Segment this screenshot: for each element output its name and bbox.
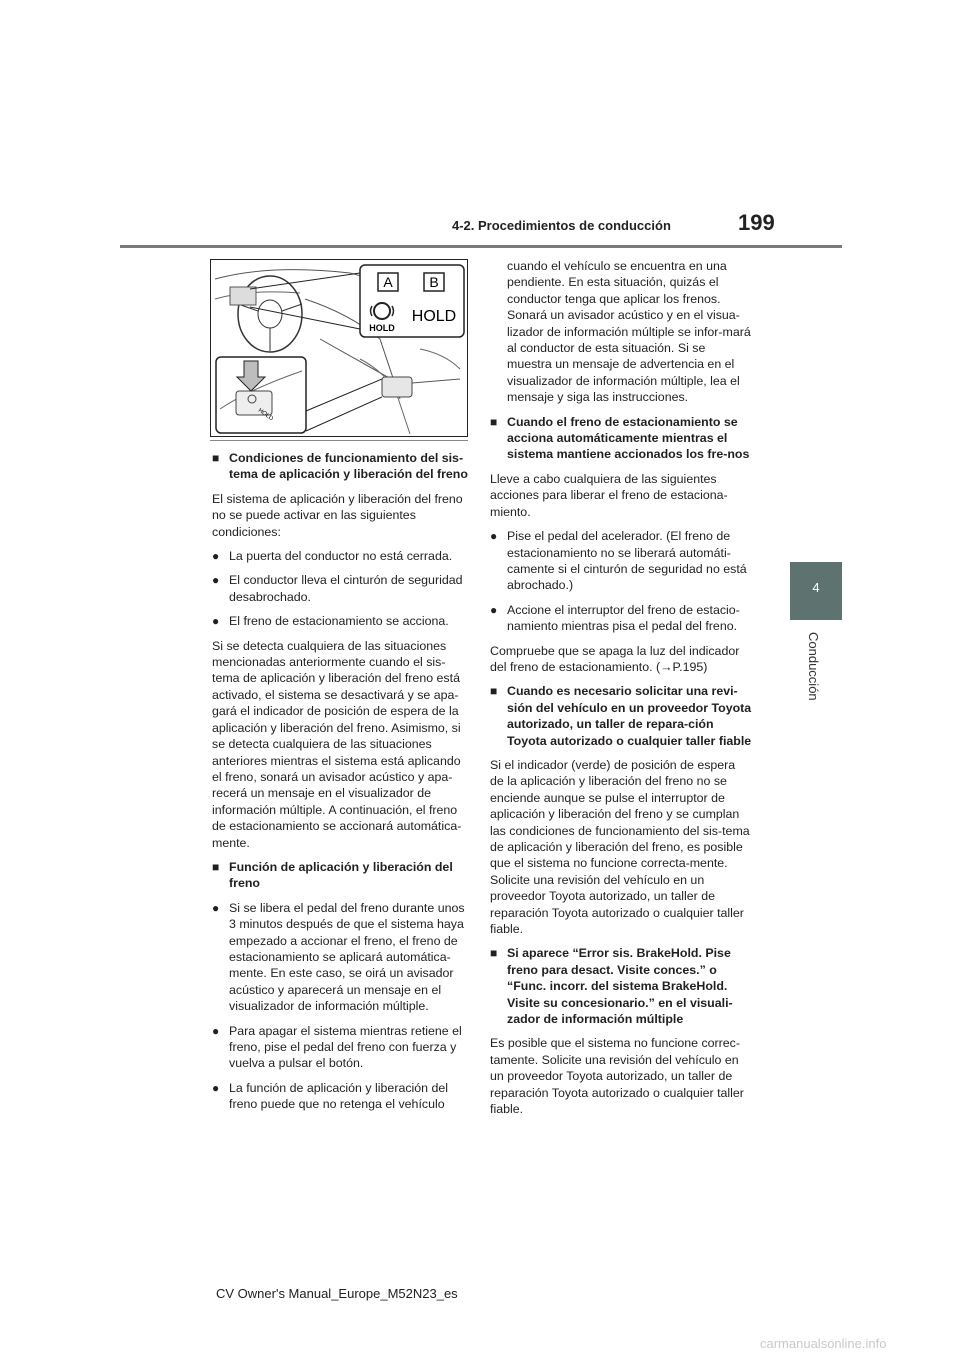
bullet-item: ● Accione el interruptor del freno de estacio-namiento mientras pisa el pedal del freno. <box>490 602 740 634</box>
brake-hold-illustration <box>210 259 468 437</box>
circle-bullet-icon: ● <box>212 1023 220 1038</box>
heading: ■ Si aparece “Error sis. BrakeHold. Pise freno para desact. Visite conces.” o “Func. incorr. del sistema BrakeHold. Visite su concesionario.” en el visuali-zador de información múltiple <box>490 946 733 1027</box>
right-column <box>490 258 752 1126</box>
bullet-continuation: cuando el vehículo se encuentra en una pendiente. En esta situación, quizás el conductor tenga que aplicar los frenos. Sonará un avisador acústico y en el visua-lizador de información múltiple se infor-mará al conductor de esta situación. Si se muestra un mensaje de advertencia en el visualizador de información múltiple, lea el mensaje y siga las instrucciones. <box>507 259 751 405</box>
page-number: 199 <box>738 210 775 235</box>
footer-text: CV Owner's Manual_Europe_M52N23_es <box>216 1286 458 1301</box>
heading: ■ Condiciones de funcionamiento del sis-tema de aplicación y liberación del freno <box>212 451 468 482</box>
bullet-item: ● La puerta del conductor no está cerrada. <box>212 549 453 564</box>
hold-icon-text: HOLD <box>369 323 395 333</box>
left-column <box>212 450 468 1121</box>
paragraph: Lleve a cabo cualquiera de las siguientes acciones para liberar el freno de estaciona-miento. <box>490 471 728 519</box>
bullet-item: ● El conductor lleva el cinturón de seguridad desabrochado. <box>212 573 463 604</box>
square-bullet-icon: ■ <box>212 451 220 465</box>
paragraph: Compruebe que se apaga la luz del indicador del freno de estacionamiento. (→P.195) <box>490 643 740 674</box>
label-a: A <box>383 274 393 290</box>
hold-text: HOLD <box>411 308 457 325</box>
bullet-item: ● Pise el pedal del acelerador. (El freno de estacionamiento no se liberará automáti-camente si el cinturón de seguridad no está abrochado.) <box>490 529 747 593</box>
square-bullet-icon: ■ <box>490 946 498 961</box>
heading: ■ Cuando el freno de estacionamiento se acciona automáticamente mientras el sistema mantiene accionados los fre-nos <box>490 414 750 462</box>
square-bullet-icon: ■ <box>490 684 498 699</box>
figure-divider <box>210 440 468 441</box>
paragraph: El sistema de aplicación y liberación del freno no se puede activar en las siguientes condiciones: <box>212 491 463 539</box>
heading: ■ Función de aplicación y liberación del freno <box>212 859 453 891</box>
label-b: B <box>429 274 439 290</box>
chapter-number: 4 <box>812 580 820 595</box>
bullet-item: ● La función de aplicación y liberación del freno puede que no retenga el vehículo <box>212 1080 449 1112</box>
chapter-label: Conducción <box>806 632 821 701</box>
circle-bullet-icon: ● <box>490 529 498 544</box>
circle-bullet-icon: ● <box>212 900 220 915</box>
section-title: 4-2. Procedimientos de conducción <box>452 218 671 233</box>
square-bullet-icon: ■ <box>490 414 498 429</box>
paragraph: Es posible que el sistema no funcione correc-tamente. Solicite una revisión del vehículo en un proveedor Toyota autorizado, un taller de reparación Toyota autorizado o cualquier taller fiable. <box>490 1036 744 1117</box>
circle-bullet-icon: ● <box>212 549 220 564</box>
header-divider <box>120 245 842 248</box>
circle-bullet-icon: ● <box>212 1080 220 1095</box>
button-hold-text: HOLD <box>256 407 274 423</box>
circle-bullet-icon: ● <box>490 602 498 617</box>
heading: ■ Cuando es necesario solicitar una revi-sión del vehículo en un proveedor Toyota autorizado, un taller de repara-ción Toyota autorizado o cualquier taller fiable <box>490 684 752 748</box>
square-bullet-icon: ■ <box>212 859 220 874</box>
bullet-item: ● Para apagar el sistema mientras retiene el freno, pise el pedal del freno con fuerza y vuelva a pulsar el botón. <box>212 1023 462 1071</box>
bullet-item: ● El freno de estacionamiento se acciona. <box>212 614 449 629</box>
circle-bullet-icon: ● <box>212 614 220 629</box>
paragraph: Si el indicador (verde) de posición de espera de la aplicación y liberación del freno no se enciende aunque se pulse el interruptor de aplicación y liberación del freno y se cumplan las condiciones de funcionamiento del sis-tema de aplicación y liberación del freno, es posible que el sistema no funcione correcta-mente. Solicite una revisión del vehículo en un proveedor Toyota autorizado, un taller de reparación Toyota autorizado o cualquier taller fiable. <box>490 757 750 937</box>
bullet-item: ● Si se libera el pedal del freno durante unos 3 minutos después de que el sistema haya empezado a accionar el freno, el freno de estacionamiento se aplicará automática-mente. En este caso, se oirá un avisador acústico y aparecerá un mensaje en el visualizador de información múltiple. <box>212 900 465 1014</box>
circle-bullet-icon: ● <box>212 573 220 588</box>
watermark: carmanualsonline.info <box>760 1336 887 1351</box>
paragraph: Si se detecta cualquiera de las situaciones mencionadas anteriormente cuando el sis-tema de aplicación y liberación del freno está activado, el sistema se desactivará y se apa-gará el indicador de posición de espera de la aplicación y liberación del freno. Asimismo, si se detecta cualquiera de las situaciones anteriores mientras el sistema está aplicando el freno, sonará un avisador acústico y apa-recerá un mensaje en el visualizador de información múltiple. A continuación, el freno de estacionamiento se accionará automática-mente. <box>212 638 462 850</box>
